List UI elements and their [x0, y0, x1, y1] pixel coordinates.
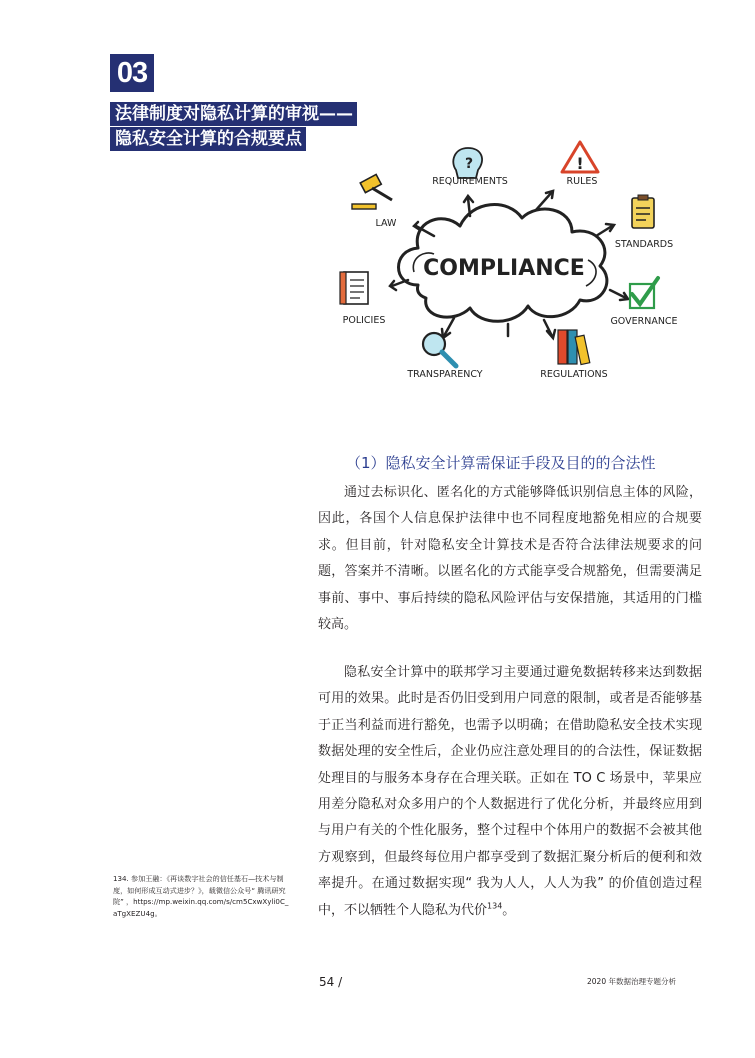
label-law: LAW: [375, 218, 397, 229]
section-number: 03: [110, 54, 154, 92]
label-governance: GOVERNANCE: [610, 316, 678, 327]
paragraph-2-text: 隐私安全计算中的联邦学习主要通过避免数据转移来达到数据可用的效果。此时是否仍旧受到用户同意的限制，或者是否能够基于正当利益而进行豁免，也需予以明确；在借助隐私安全技术实现数据处理的安全性后，企业仍应注意处理目的的合法性，保证数据处理目的与服务本身存在合理关联。正如在 TO C 场景中，苹果应用差分隐私对众多用户的个人数据进行了优化分析，并最终应用到与用户有关的个性化服务，整个过程中个体用户的数据不会被其他方观察到，但最终每位用户都享受到了数据汇聚分析后的便利和效率提升。在通过数据实现“ 我为人人，人人为我” 的价值创造过程中，不以牺牲个人隐私为代价: [318, 665, 702, 918]
warning-icon: [562, 142, 598, 173]
checkbox-icon: [630, 278, 658, 308]
paragraph-1: 通过去标识化、匿名化的方式能够降低识别信息主体的风险，因此，各国个人信息保护法律中也不同程度地豁免相应的合规要求。但目前，针对隐私安全计算技术是否符合法律法规要求的问题，答案并不清晰。以匿名化的方式能享受合规豁免，但需要满足事前、事中、事后持续的隐私风险评估与安保措施，其适用的门槛较高。: [318, 485, 702, 633]
clipboard-icon: [632, 195, 654, 228]
svg-text:?: ?: [464, 156, 474, 172]
compliance-label: COMPLIANCE: [423, 256, 585, 281]
sub-heading: （1）隐私安全计算需保证手段及目的的合法性: [346, 454, 656, 472]
requirements-icon: [453, 148, 482, 178]
label-regulations: REGULATIONS: [540, 369, 608, 380]
gavel-icon: [352, 174, 392, 209]
section-title-line-2: 隐私安全计算的合规要点: [110, 127, 306, 151]
binders-icon: [558, 330, 590, 365]
paragraph-2-end: 。: [502, 902, 516, 918]
page-number: 54 /: [319, 975, 343, 989]
label-standards: STANDARDS: [614, 239, 674, 250]
label-requirements: REQUIREMENTS: [432, 176, 508, 187]
document-icon: [340, 272, 368, 304]
magnifier-icon: [423, 333, 456, 366]
label-rules: RULES: [566, 176, 598, 187]
footnote-134: 134. 参加王融：《再谈数字社会的信任基石—技术与制度，如何形成互动式进步？》，载微信公众号“ 腾讯研究院” ，https://mp.weixin.qq.com/s/cm5CxwXyli0C_aTgXEZU4g。: [113, 874, 289, 919]
label-policies: POLICIES: [342, 315, 386, 326]
svg-text:!: !: [576, 154, 584, 173]
label-transparency: TRANSPARENCY: [407, 369, 483, 380]
paragraph-2: [318, 660, 702, 924]
running-title: 2020 年数据治理专题分析: [587, 977, 676, 986]
compliance-diagram: [330, 140, 690, 385]
footnote-ref-134: 134: [487, 901, 503, 911]
section-title-line-1: 法律制度对隐私计算的审视——: [110, 102, 357, 126]
